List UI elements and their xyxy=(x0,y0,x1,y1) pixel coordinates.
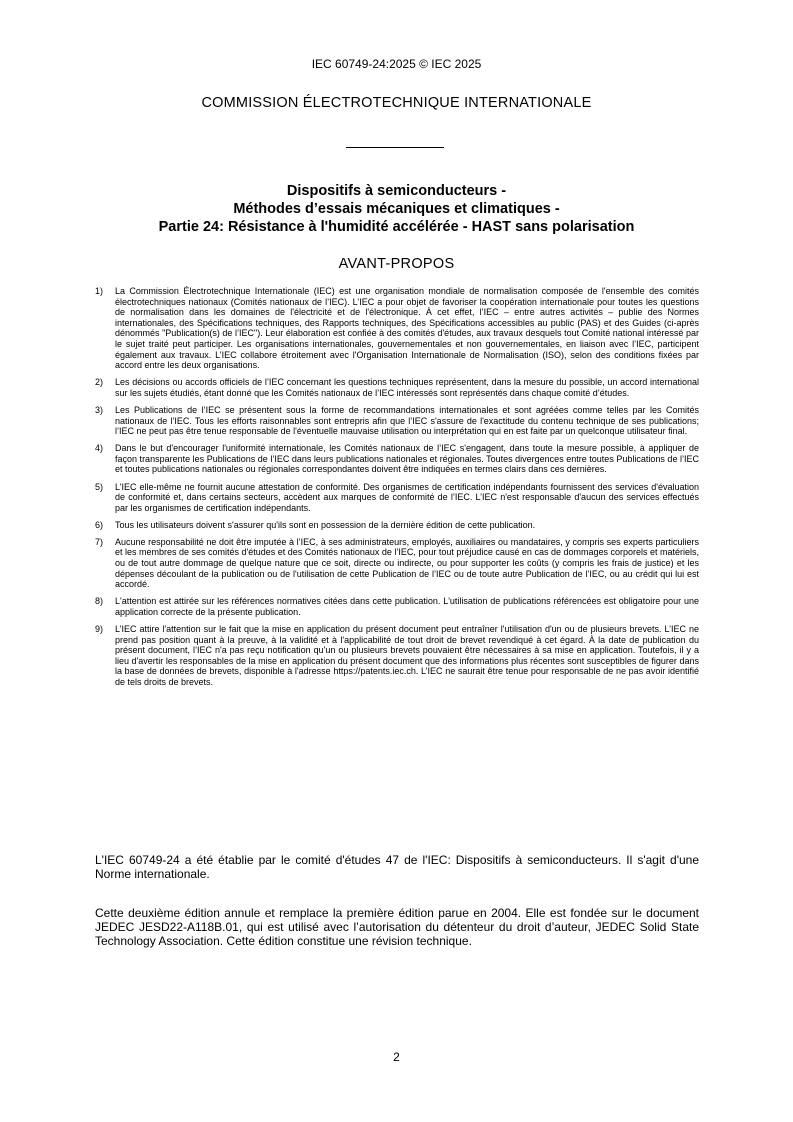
page-number: 2 xyxy=(393,1050,400,1064)
list-item-number: 9) xyxy=(95,624,104,635)
body-paragraph-edition: Cette deuxième édition annule et remplace la première édition parue en 2004. Elle est fondée sur le document JEDEC JESD22-A118B.01, qui est utilisé avec l’autorisation du détenteur du droit d’auteur, JEDEC Solid State Technology Association. Cette édition constitue une révision technique. xyxy=(95,906,699,948)
title-line-3: Partie 24: Résistance à l'humidité accélérée - HAST sans polarisation xyxy=(158,219,635,235)
header-divider xyxy=(346,147,444,148)
list-item xyxy=(95,520,699,531)
foreword-list xyxy=(95,286,699,694)
document-title xyxy=(60,182,733,236)
list-item xyxy=(95,405,699,437)
list-item-number: 7) xyxy=(95,536,104,547)
list-item-number: 6) xyxy=(95,519,104,530)
list-item-text: Les Publications de l’IEC se présentent sous la forme de recommandations internationales et sont agréées comme telles par les Comités nationaux de l’IEC. Tous les efforts raisonnables sont entrepris afin que l’IEC s'assure de l'exactitude du contenu technique de ses publications; l’IEC ne peut pas être tenue responsable de l'éventuelle mauvaise utilisation ou interprétation qui en est faite par un quelconque utilisateur final. xyxy=(115,404,699,437)
list-item-text: Aucune responsabilité ne doit être imputée à l’IEC, à ses administrateurs, employés, auxiliaires ou mandataires, y compris ses experts particuliers et les membres de ses comités d'études et des Comités nationaux de l’IEC, pour tout préjudice causé en cas de dommages corporels et matériels, ou de tout autre dommage de quelque nature que ce soit, directe ou indirecte, ou pour supporter les coûts (y compris les frais de justice) et les dépenses découlant de la publication ou de l'utilisation de cette Publication de l’IEC ou de toute autre Publication de l’IEC, ou au crédit qui lui est accordé. xyxy=(115,536,700,590)
list-item xyxy=(95,537,699,590)
list-item-text: Dans le but d'encourager l'uniformité internationale, les Comités nationaux de l’IEC s'engagent, dans toute la mesure possible, à appliquer de façon transparente les Publications de l’IEC dans leurs publications nationales et régionales. Toutes divergences entre toutes Publications de l’IEC et toutes publications nationales ou régionales correspondantes doivent être indiquées en termes clairs dans ces dernières. xyxy=(115,443,699,475)
list-item xyxy=(95,596,699,617)
list-item-text: Les décisions ou accords officiels de l’IEC concernant les questions techniques représentent, dans la mesure du possible, un accord international sur les sujets étudiés, étant donné que les Comités nationaux de l’IEC intéressés sont représentés dans chaque comité d’études. xyxy=(115,377,699,398)
list-item-number: 2) xyxy=(95,377,104,388)
organization-name: COMMISSION ÉLECTROTECHNIQUE INTERNATIONALE xyxy=(201,95,592,111)
list-item xyxy=(95,624,699,688)
title-line-1: Dispositifs à semiconducteurs - xyxy=(286,183,507,199)
list-item-number: 5) xyxy=(95,481,104,492)
list-item-number: 4) xyxy=(95,443,104,454)
document-reference: IEC 60749-24:2025 © IEC 2025 xyxy=(311,57,482,71)
list-item-number: 1) xyxy=(95,286,104,296)
title-line-2: Méthodes d’essais mécaniques et climatiques - xyxy=(233,201,560,217)
body-paragraph-committee: L'IEC 60749-24 a été établie par le comité d'études 47 de l'IEC: Dispositifs à semiconducteurs. Il s'agit d'une Norme internationale. xyxy=(95,853,699,881)
list-item xyxy=(95,377,699,398)
list-item-text: La Commission Électrotechnique Internationale (IEC) est une organisation mondiale de normalisation composée de l'ensemble des comités électrotechniques nationaux (Comités nationaux de l’IEC). L’IEC a pour objet de favoriser la coopération internationale pour toutes les questions de normalisation dans les domaines de l'électricité et de l'électronique. À cet effet, l’IEC – entre autres activités – publie des Normes internationales, des Spécifications techniques, des Rapports techniques, des Spécifications accessibles au public (PAS) et des Guides (ci-après dénommés "Publication(s) de l’IEC"). Leur élaboration est confiée à des comités d'études, aux travaux desquels tout Comité national intéressé par le sujet traité peut participer. Les organisations internationales, gouvernementales et non gouvernementales, en liaison avec l’IEC, participent également aux travaux. L’IEC collabore étroitement avec l'Organisation Internationale de Normalisation (ISO), selon des conditions fixées par accord entre les deux organisations. xyxy=(115,286,699,371)
list-item xyxy=(95,443,699,475)
list-item-text: L’IEC elle-même ne fournit aucune attestation de conformité. Des organismes de certification indépendants fournissent des services d'évaluation de conformité et, dans certains secteurs, accèdent aux marques de conformité de l’IEC. L’IEC n'est responsable d'aucun des services effectués par les organismes de certification indépendants. xyxy=(115,481,699,513)
list-item-number: 3) xyxy=(95,404,104,415)
list-item-text: L’IEC attire l'attention sur le fait que la mise en application du présent document peut entraîner l'utilisation d'un ou de plusieurs brevets. L’IEC ne prend pas position quant à la preuve, à la validité et à l'applicabilité de tout droit de brevet revendiqué à cet égard. À la date de publication du présent document, l’IEC n'a pas reçu notification qu'un ou plusieurs brevets pouvaient être nécessaires à sa mise en application. Toutefois, il y a lieu d'avertir les responsables de la mise en application du présent document que des informations plus récentes sont susceptibles de figurer dans la base de données de brevets, disponible à l'adresse https://patents.iec.ch. L’IEC ne saurait être tenue pour responsable de ne pas avoir identifié de tels droits de brevets. xyxy=(115,624,699,687)
list-item xyxy=(95,482,699,514)
list-item-number: 8) xyxy=(95,596,104,607)
list-item-text: L'attention est attirée sur les références normatives citées dans cette publication. L'utilisation de publications référencées est obligatoire pour une application correcte de la présente publication. xyxy=(115,596,699,617)
foreword-heading: AVANT-PROPOS xyxy=(338,256,455,272)
list-item xyxy=(95,286,699,371)
list-item-text: Tous les utilisateurs doivent s'assurer qu'ils sont en possession de la dernière édition de cette publication. xyxy=(115,519,536,530)
